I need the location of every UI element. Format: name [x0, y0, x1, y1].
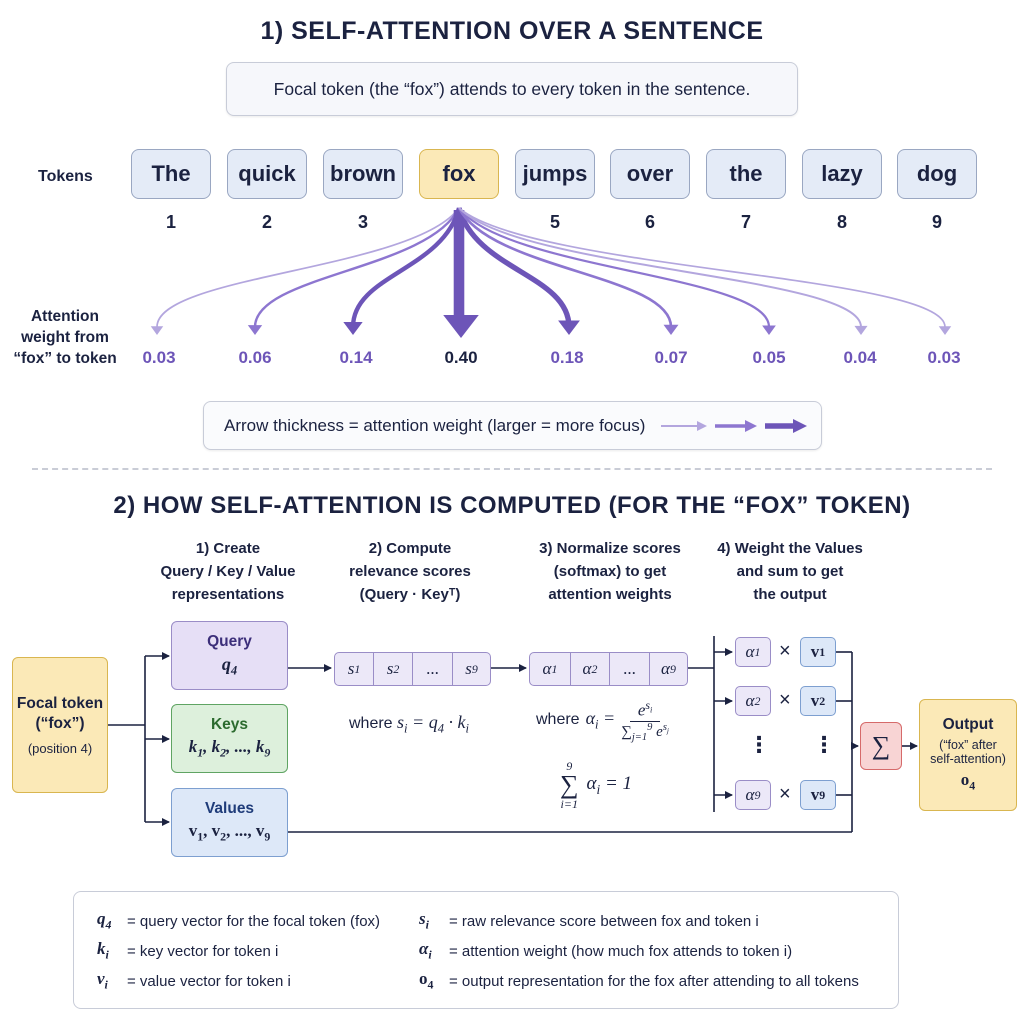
- keys-title: Keys: [210, 716, 249, 734]
- glossary-symbol-o4: $o_4$: [419, 969, 434, 992]
- token-index-9: 9: [931, 212, 942, 232]
- focal-token-box: [12, 657, 108, 793]
- attention-weight-7: 0.05: [752, 348, 786, 367]
- step-heading-2-line-3: (Query · Keyᵀ): [359, 586, 461, 603]
- token-index-3: 3: [357, 212, 368, 232]
- score-cell-1: s 1: [334, 652, 374, 686]
- step-heading-2-line-1: 2) Compute: [368, 540, 452, 557]
- score-cell-2: s 2: [374, 652, 413, 686]
- softmax-formula-where: where: [536, 711, 580, 729]
- weight-value-1: v 1: [800, 637, 836, 667]
- step-heading-1-line-3: representations: [171, 586, 285, 603]
- glossary-symbol-ki: $k_i$: [97, 939, 109, 962]
- attention-weight-9: 0.03: [927, 348, 961, 367]
- thickness-legend: [203, 401, 822, 450]
- section-divider: [32, 468, 992, 470]
- vertical-ellipsis-alpha: ⋮: [748, 732, 770, 757]
- subtitle-text: Focal token (the “fox”) attends to every token in the sentence.: [273, 78, 751, 99]
- step-heading-3: [515, 537, 705, 606]
- weight-value-9: v 9: [800, 780, 836, 810]
- attention-arrowhead-6: [664, 325, 679, 335]
- attention-arrowhead-2: [248, 325, 262, 335]
- attention-weight-3: 0.14: [339, 348, 373, 367]
- focal-token-title: Focal token: [16, 694, 104, 712]
- attention-arrow-1: [157, 208, 459, 327]
- sum-icon: ∑: [860, 722, 902, 770]
- glossary-right: [419, 906, 859, 996]
- keys-box: [171, 704, 288, 773]
- token-index-8: 8: [836, 212, 847, 232]
- attention-weight-2: 0.06: [238, 348, 272, 367]
- thickness-legend-arrows: [659, 416, 819, 436]
- step-heading-4-line-1: 4) Weight the Values: [717, 540, 863, 557]
- query-symbol: $q_4$: [221, 653, 238, 678]
- step-heading-3-line-2: (softmax) to get: [553, 563, 667, 580]
- score-cell-ellipsis: ...: [413, 652, 453, 686]
- token-9: dog: [897, 149, 977, 199]
- multiply-sign-1: ×: [779, 640, 791, 662]
- output-box: [919, 699, 1017, 811]
- token-index-7: 7: [740, 212, 751, 232]
- output-line1: (“fox” after: [939, 738, 997, 753]
- glossary-symbol-q4: $q_4$: [97, 909, 112, 932]
- alpha-cell-ellipsis: ...: [610, 652, 650, 686]
- token-index-6: 6: [644, 212, 655, 232]
- attention-label-line2: weight from: [21, 329, 109, 346]
- token-index-2: 2: [261, 212, 272, 232]
- multiply-sign-9: ×: [779, 783, 791, 805]
- attention-arrow-8: [459, 208, 861, 327]
- attention-arrows: [0, 0, 1024, 460]
- weight-value-2: v 2: [800, 686, 836, 716]
- token-3: brown: [323, 149, 403, 199]
- attention-arrowhead-3: [343, 322, 362, 335]
- glossary-left: [97, 906, 380, 996]
- step-heading-4-line-2: and sum to get: [736, 563, 844, 580]
- alpha-cell-2: α 2: [571, 652, 610, 686]
- attention-weight-label: [10, 306, 120, 369]
- multiply-sign-2: ×: [779, 689, 791, 711]
- attention-arrowhead-5: [558, 320, 580, 335]
- glossary-symbol-alpha: $\alpha_i$: [419, 939, 432, 962]
- step-heading-4: [695, 537, 885, 606]
- attention-arrowhead-8: [854, 326, 867, 335]
- focal-token-name: (“fox”): [35, 714, 85, 732]
- output-line2: self-attention): [930, 752, 1006, 767]
- glossary-text-vi: = value vector for token i: [127, 972, 291, 990]
- attention-label-line1: Attention: [30, 308, 99, 325]
- token-1: The: [131, 149, 211, 199]
- output-title: Output: [942, 716, 994, 734]
- token-index-5: 5: [549, 212, 560, 232]
- softmax-formula: where $\alpha_i$ = $e^{s_i}$ $\sum_{j=1}^9$ $e^{s_j}$: [536, 698, 669, 743]
- step-heading-1-line-1: 1) Create: [195, 540, 261, 557]
- query-box: [171, 621, 288, 690]
- alpha-cell-9: α 9: [650, 652, 688, 686]
- tokens-label: Tokens: [38, 168, 93, 185]
- softmax-sum-identity: 9 ∑ i=1 $\alpha_i = 1$: [560, 759, 633, 811]
- attention-weight-1: 0.03: [142, 348, 176, 367]
- values-title: Values: [204, 800, 255, 818]
- values-symbol: $v_1$, $v_2$, ..., $v_9$: [188, 821, 271, 844]
- section2-title: 2) HOW SELF-ATTENTION IS COMPUTED (FOR THE “FOX” TOKEN): [113, 492, 911, 519]
- token-2: quick: [227, 149, 307, 199]
- focal-token-position: (position 4): [27, 740, 93, 756]
- step-heading-3-line-1: 3) Normalize scores: [539, 540, 681, 557]
- attention-weight-8: 0.04: [843, 348, 877, 367]
- attention-arrowhead-1: [151, 326, 163, 335]
- score-cell-9: s 9: [453, 652, 491, 686]
- output-symbol: $o_4$: [960, 770, 976, 793]
- token-index-4: 4: [453, 212, 464, 232]
- glossary-symbol-si: $s_i$: [419, 909, 429, 932]
- query-title: Query: [207, 632, 252, 650]
- attention-weight-5: 0.18: [550, 348, 584, 367]
- score-formula-where: where: [349, 715, 393, 732]
- attention-arrow-7: [459, 208, 769, 327]
- token-7: the: [706, 149, 786, 199]
- step-heading-2-line-2: relevance scores: [349, 563, 471, 580]
- attention-label-line3: “fox” to token: [13, 350, 117, 367]
- alpha-cell-1: α 1: [529, 652, 571, 686]
- token-5: jumps: [515, 149, 595, 199]
- glossary-text-q4: = query vector for the focal token (fox): [127, 912, 381, 930]
- glossary-text-ki: = key vector for token i: [127, 942, 279, 960]
- vertical-ellipsis-value: ⋮: [813, 732, 835, 757]
- token-8: lazy: [802, 149, 882, 199]
- glossary-symbol-vi: $v_i$: [97, 969, 108, 992]
- step-heading-2: [315, 537, 505, 606]
- step-heading-1: [133, 537, 323, 606]
- thickness-legend-text: Arrow thickness = attention weight (larger = more focus): [224, 415, 646, 435]
- weight-alpha-2: α 2: [735, 686, 771, 716]
- token-6: over: [610, 149, 690, 199]
- alpha-vector: [529, 652, 688, 686]
- weight-alpha-9: α 9: [735, 780, 771, 810]
- step-heading-3-line-3: attention weights: [548, 586, 672, 603]
- score-vector: [334, 652, 491, 686]
- glossary-text-si: = raw relevance score between fox and token i: [449, 912, 759, 930]
- weight-alpha-1: α 1: [735, 637, 771, 667]
- glossary-text-o4: = output representation for the fox after attending to all tokens: [449, 972, 859, 990]
- values-box: [171, 788, 288, 857]
- attention-weight-6: 0.07: [654, 348, 688, 367]
- glossary-text-alpha: = attention weight (how much fox attends to token i): [449, 942, 793, 960]
- attention-arrow-9: [459, 208, 945, 327]
- score-formula: where $s_i = q_4 \cdot k_i$: [349, 712, 469, 736]
- keys-symbol: $k_1$, $k_2$, ..., $k_9$: [188, 737, 271, 760]
- attention-arrowhead-9: [939, 326, 951, 335]
- attention-arrowhead-7: [762, 325, 776, 335]
- section1-title: 1) SELF-ATTENTION OVER A SENTENCE: [260, 17, 764, 45]
- step-heading-4-line-3: the output: [753, 586, 827, 603]
- step-heading-1-line-2: Query / Key / Value: [160, 563, 296, 580]
- attention-arrowhead-4: [443, 315, 479, 338]
- attention-weight-4: 0.40: [444, 348, 478, 367]
- token-4: fox: [419, 149, 499, 199]
- token-index-1: 1: [165, 212, 176, 232]
